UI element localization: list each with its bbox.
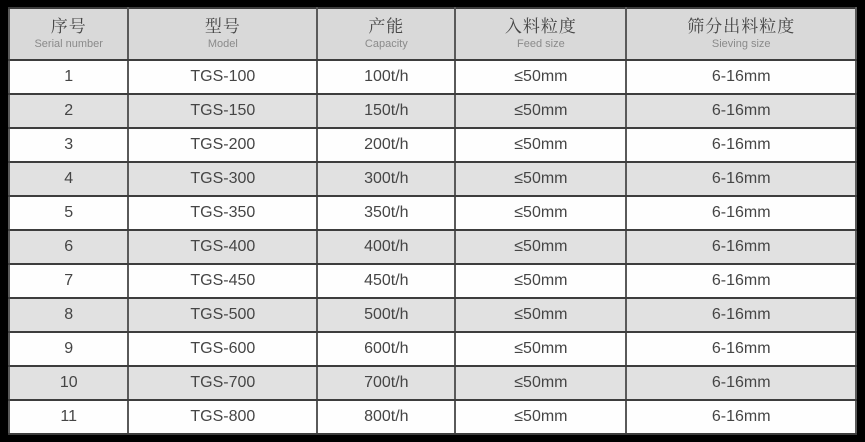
model-cell: TGS-450 (128, 264, 317, 298)
model-cell: TGS-350 (128, 196, 317, 230)
capacity-cell: 400t/h (317, 230, 455, 264)
table-row (9, 60, 856, 94)
serial-cell: 8 (9, 298, 128, 332)
model-cell: TGS-700 (128, 366, 317, 400)
feed-size-cell: ≤50mm (455, 196, 626, 230)
serial-cell: 5 (9, 196, 128, 230)
serial-cell: 11 (9, 400, 128, 434)
header-model-en: Model (207, 38, 238, 51)
sieving-size-cell: 6-16mm (626, 366, 856, 400)
header-feed-size-zh: 入料粒度 (504, 17, 577, 37)
table-row (9, 196, 856, 230)
feed-size-cell: ≤50mm (455, 332, 626, 366)
header-serial-zh: 序号 (50, 17, 87, 37)
feed-size-cell: ≤50mm (455, 400, 626, 434)
header-capacity (317, 8, 455, 60)
header-capacity-en: Capacity (364, 38, 408, 51)
header-model-zh: 型号 (204, 17, 241, 37)
table-header (9, 8, 856, 60)
serial-cell: 1 (9, 60, 128, 94)
table-row (9, 366, 856, 400)
capacity-cell: 350t/h (317, 196, 455, 230)
table-row (9, 94, 856, 128)
model-cell: TGS-150 (128, 94, 317, 128)
feed-size-cell: ≤50mm (455, 162, 626, 196)
sieving-size-cell: 6-16mm (626, 162, 856, 196)
capacity-cell: 700t/h (317, 366, 455, 400)
model-cell: TGS-400 (128, 230, 317, 264)
serial-cell: 7 (9, 264, 128, 298)
capacity-cell: 200t/h (317, 128, 455, 162)
model-cell: TGS-500 (128, 298, 317, 332)
header-feed-size-en: Feed size (517, 38, 565, 51)
spec-table (8, 7, 857, 435)
feed-size-cell: ≤50mm (455, 60, 626, 94)
serial-cell: 4 (9, 162, 128, 196)
header-serial-en: Serial number (34, 38, 103, 51)
feed-size-cell: ≤50mm (455, 264, 626, 298)
sieving-size-cell: 6-16mm (626, 298, 856, 332)
table-body (9, 60, 856, 434)
header-capacity-zh: 产能 (368, 17, 405, 37)
capacity-cell: 450t/h (317, 264, 455, 298)
sieving-size-cell: 6-16mm (626, 128, 856, 162)
sieving-size-cell: 6-16mm (626, 196, 856, 230)
feed-size-cell: ≤50mm (455, 230, 626, 264)
header-sieving-size (626, 8, 856, 60)
model-cell: TGS-300 (128, 162, 317, 196)
model-cell: TGS-800 (128, 400, 317, 434)
serial-cell: 6 (9, 230, 128, 264)
model-cell: TGS-600 (128, 332, 317, 366)
header-sieving-size-zh: 筛分出料粒度 (687, 17, 796, 37)
header-row (9, 8, 856, 60)
feed-size-cell: ≤50mm (455, 366, 626, 400)
capacity-cell: 150t/h (317, 94, 455, 128)
header-sieving-size-en: Sieving size (711, 38, 771, 51)
table-row (9, 298, 856, 332)
table-row (9, 332, 856, 366)
table-row (9, 400, 856, 434)
serial-cell: 2 (9, 94, 128, 128)
model-cell: TGS-100 (128, 60, 317, 94)
sieving-size-cell: 6-16mm (626, 94, 856, 128)
capacity-cell: 300t/h (317, 162, 455, 196)
model-cell: TGS-200 (128, 128, 317, 162)
sieving-size-cell: 6-16mm (626, 400, 856, 434)
feed-size-cell: ≤50mm (455, 94, 626, 128)
capacity-cell: 600t/h (317, 332, 455, 366)
header-feed-size (455, 8, 626, 60)
header-model (128, 8, 317, 60)
serial-cell: 10 (9, 366, 128, 400)
capacity-cell: 100t/h (317, 60, 455, 94)
feed-size-cell: ≤50mm (455, 128, 626, 162)
capacity-cell: 500t/h (317, 298, 455, 332)
sieving-size-cell: 6-16mm (626, 264, 856, 298)
feed-size-cell: ≤50mm (455, 298, 626, 332)
table-row (9, 128, 856, 162)
serial-cell: 3 (9, 128, 128, 162)
sieving-size-cell: 6-16mm (626, 230, 856, 264)
header-serial-number (9, 8, 128, 60)
table-row (9, 162, 856, 196)
capacity-cell: 800t/h (317, 400, 455, 434)
sieving-size-cell: 6-16mm (626, 332, 856, 366)
serial-cell: 9 (9, 332, 128, 366)
sieving-size-cell: 6-16mm (626, 60, 856, 94)
table-row (9, 230, 856, 264)
table-row (9, 264, 856, 298)
